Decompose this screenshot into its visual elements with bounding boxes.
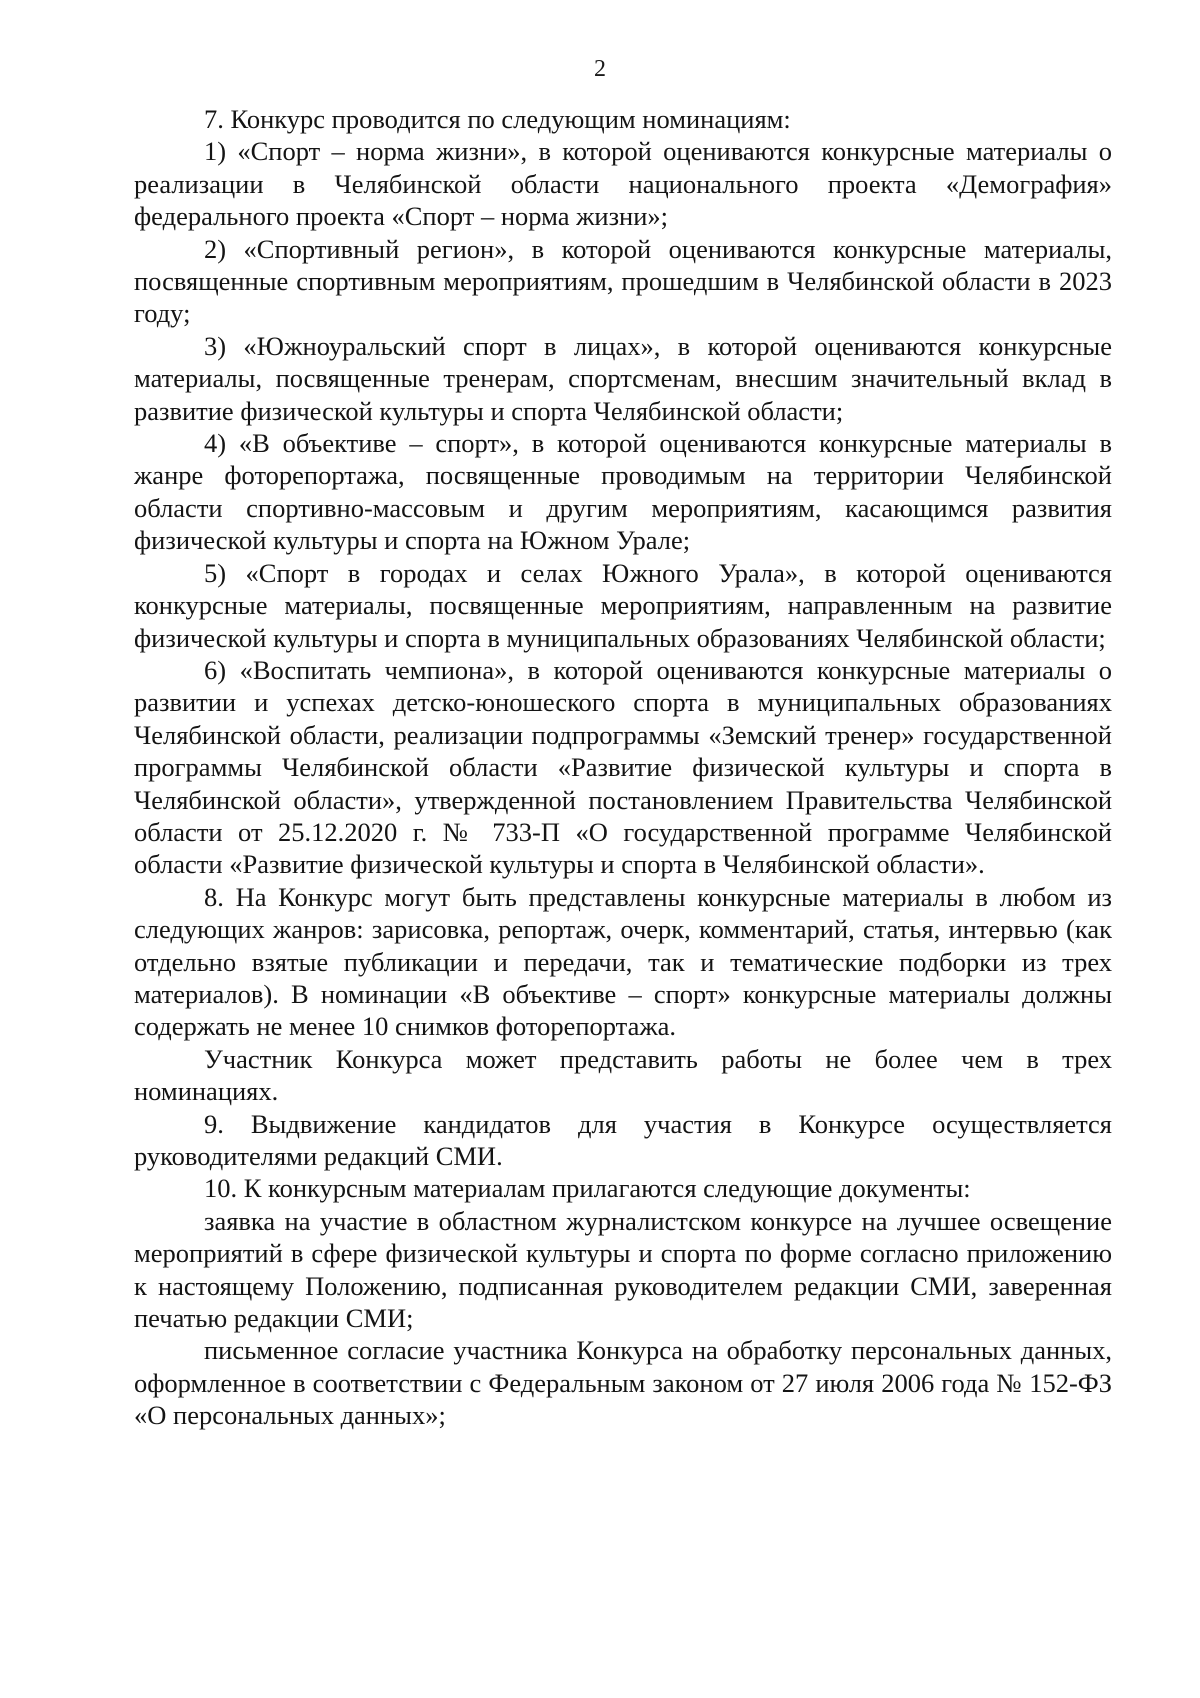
paragraph-application-form: заявка на участие в областном журналистском конкурсе на лучшее освещение мероприятий в сфере физической культуры и спорта по форме согласно приложению к настоящему Положению, подписанная руководителем редакции СМИ, заверенная печатью редакции СМИ; xyxy=(134,1205,1112,1334)
page-number: 2 xyxy=(594,56,606,82)
paragraph-clause-8: 8. На Конкурс могут быть представлены конкурсные материалы в любом из следующих жанров: зарисовка, репортаж, очерк, комментарий, статья, интервью (как отдельно взятые публикации и передачи, так и тематические подборки из трех материалов). В номинации «В объективе – спорт» конкурсные материалы должны содержать не менее 10 снимков фоторепортажа. xyxy=(134,881,1112,1042)
paragraph-nomination-3: 3) «Южноуральский спорт в лицах», в которой оцениваются конкурсные материалы, посвященные тренерам, спортсменам, внесшим значительный вклад в развитие физической культуры и спорта Челябинской области; xyxy=(134,330,1112,426)
paragraph-data-consent: письменное согласие участника Конкурса на обработку персональных данных, оформленное в соответствии с Федеральным законом от 27 июля 2006 года № 152-ФЗ «О персональных данных»; xyxy=(134,1335,1112,1431)
paragraph-nomination-5: 5) «Спорт в городах и селах Южного Урала», в которой оцениваются конкурсные материалы, посвященные мероприятиям, направленным на развитие физической культуры и спорта в муниципальных образованиях Челябинской области; xyxy=(134,557,1112,653)
paragraph-nomination-4: 4) «В объективе – спорт», в которой оцениваются конкурсные материалы в жанре фоторепортажа, посвященные проводимым на территории Челябинской области спортивно-массовым и другим мероприятиям, касающимся развития физической культуры и спорта на Южном Урале; xyxy=(134,428,1112,556)
paragraph-nomination-2: 2) «Спортивный регион», в которой оцениваются конкурсные материалы, посвященные спортивным мероприятиям, прошедшим в Челябинской области в 2023 году; xyxy=(134,233,1112,329)
paragraph-nomination-6: 6) «Воспитать чемпиона», в которой оцениваются конкурсные материалы о развитии и успехах детско-юношеского спорта в муниципальных образованиях Челябинской области, реализации подпрограммы «Земский тренер» государственной программы Челябинской области «Развитие физической культуры и спорта в Челябинской области», утвержденной постановлением Правительства Челябинской области от 25.12.2020 г. № 733-П «О государственной программе Челябинской области «Развитие физической культуры и спорта в Челябинской области». xyxy=(134,654,1112,880)
document-body xyxy=(134,103,1112,1432)
paragraph-clause-7: 7. Конкурс проводится по следующим номинациям: xyxy=(204,104,791,134)
paragraph-clause-10: 10. К конкурсным материалам прилагаются следующие документы: xyxy=(204,1173,971,1204)
paragraph-nomination-1: 1) «Спорт – норма жизни», в которой оцениваются конкурсные материалы о реализации в Челябинской области национального проекта «Демография» федерального проекта «Спорт – норма жизни»; xyxy=(134,136,1112,232)
paragraph-clause-9: 9. Выдвижение кандидатов для участия в Конкурсе осуществляется руководителями редакций СМИ. xyxy=(134,1108,1112,1171)
paragraph-participant-limit: Участник Конкурса может представить работы не более чем в трех номинациях. xyxy=(134,1043,1112,1107)
